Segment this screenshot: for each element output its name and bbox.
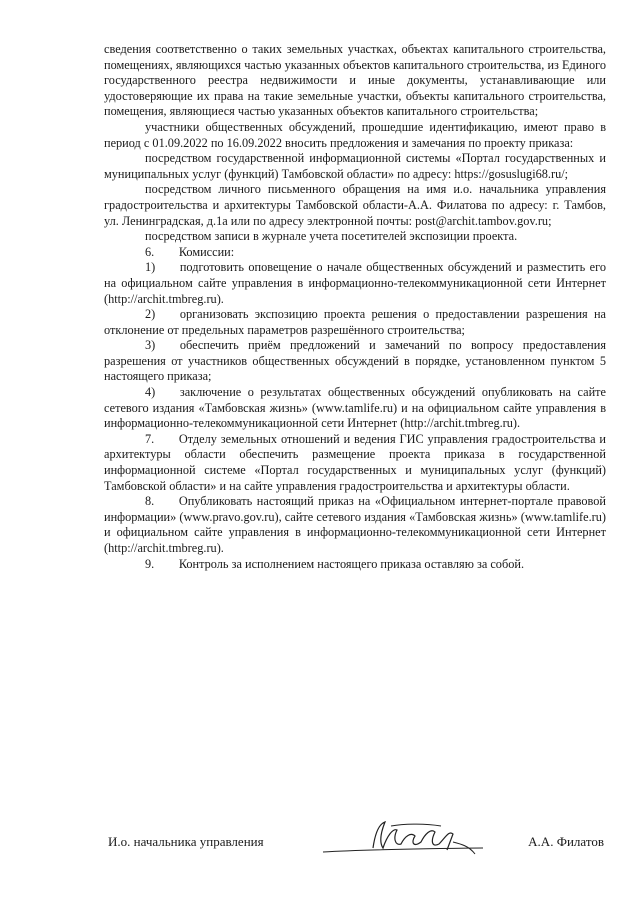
handwritten-signature (313, 814, 493, 864)
signatory-position: И.о. начальника управления (108, 834, 264, 849)
paragraph: 2) организовать экспозицию проекта решения о предоставлении разрешения на отклонение от предельных параметров разрешённого строительства; (104, 307, 606, 337)
signature-block (108, 834, 604, 864)
paragraph: посредством записи в журнале учета посетителей экспозиции проекта. (145, 229, 518, 244)
paragraph: 9. Контроль за исполнением настоящего приказа оставляю за собой. (145, 556, 525, 571)
document-body (104, 42, 606, 572)
paragraph: 7. Отделу земельных отношений и ведения ГИС управления градостроительства и архитектуры области обеспечить размещение проекта приказа в государственной информационной системе «Портал государственных и муниципальных услуг (функций) Тамбовской области» и на сайте управления градостроительства и архитектуры области. (104, 431, 606, 493)
paragraph: 6. Комиссии: (145, 244, 235, 259)
paragraph: участники общественных обсуждений, прошедшие идентификацию, имеют право в период с 01.09.2022 по 16.09.2022 вносить предложения и замечания по проекту приказа: (104, 119, 606, 150)
paragraph: сведения соответственно о таких земельных участках, объектах капитального строительства, помещениях, являющихся частью указанных объектов капитального строительства, из Единого государственного реестра недвижимости и иные документы, устанавливающие или удостоверяющие их права на такие земельные участки, объекты капитального строительства, помещения, являющиеся частью указанных объектов капитального строительства; (104, 42, 606, 119)
paragraph: посредством государственной информационной системы «Портал государственных и муниципальных услуг (функций) Тамбовской области» по адресу: https://gosuslugi68.ru/; (104, 151, 606, 181)
paragraph: 3) обеспечить приём предложений и замечаний по вопросу предоставления разрешения от участников общественных обсуждений в порядке, установленном пунктом 5 настоящего приказа; (104, 338, 606, 384)
signatory-name: А.А. Филатов (528, 834, 604, 849)
paragraph: 8. Опубликовать настоящий приказ на «Официальном интернет-портале правовой информации» (www.pravo.gov.ru), сайте сетевого издания «Тамбовская жизнь» (www.tamlife.ru) и официальном сайте управления в информационно-телекоммуникационной сети Интернет (http://archit.tmbreg.ru). (104, 494, 606, 555)
paragraph: 1) подготовить оповещение о начале общественных обсуждений и разместить его на официальном сайте управления в информационно-телекоммуникационной сети Интернет (http://archit.tmbreg.ru). (104, 260, 606, 306)
paragraph: посредством личного письменного обращения на имя и.о. начальника управления градостроительства и архитектуры Тамбовской области-А.А. Филатова по адресу: г. Тамбов, ул. Ленинградская, д.1а или по адресу электронной почты: post@archit.tambov.gov.ru; (104, 182, 606, 228)
paragraph: 4) заключение о результатах общественных обсуждений опубликовать на сайте сетевого издания «Тамбовская жизнь» (www.tamlife.ru) и на официальном сайте управления в информационно-телекоммуникационной сети Интернет (http://archit.tmbreg.ru). (104, 385, 606, 431)
